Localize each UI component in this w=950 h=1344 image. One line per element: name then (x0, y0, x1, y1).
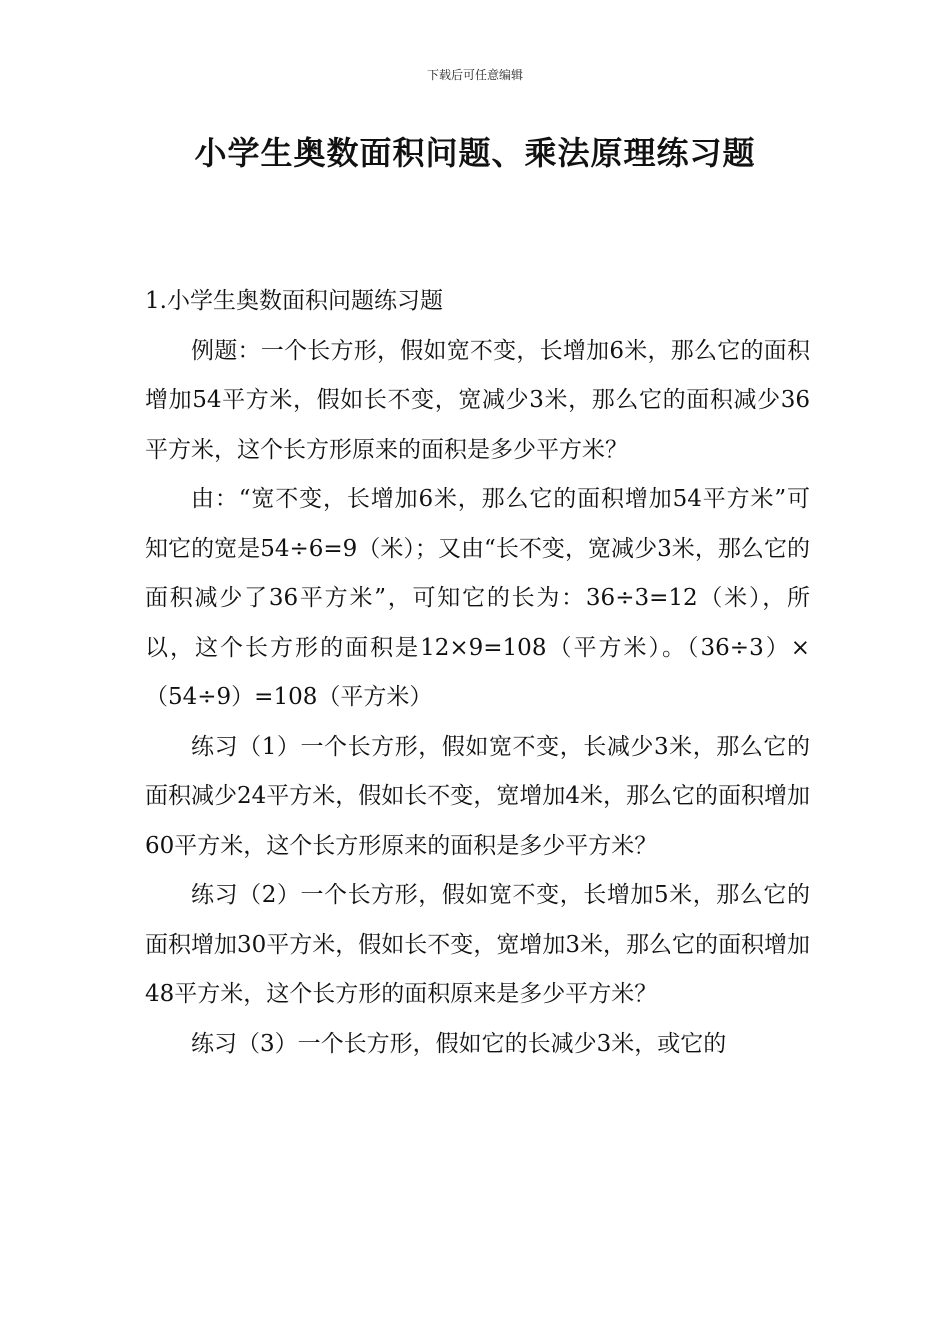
document-title: 小学生奥数面积问题、乘法原理练习题 (194, 134, 756, 172)
example-solution-paragraph: 由：“宽不变，长增加6米，那么它的面积增加54平方米”可知它的宽是54÷6=9（米）；又由“长不变，宽减少3米，那么它的面积减少了36平方米”，可知它的长为：36÷3=12（米），所以，这个长方形的面积是12×9=108（平方米）。（36÷3）×（54÷9）=108（平方米） (145, 486, 810, 710)
exercise-1-paragraph: 练习（1）一个长方形，假如宽不变，长减少3米，那么它的面积减少24平方米，假如长不变，宽增加4米，那么它的面积增加60平方米，这个长方形原来的面积是多少平方米？ (145, 733, 810, 859)
example-problem-paragraph: 例题：一个长方形，假如宽不变，长增加6米，那么它的面积增加54平方米，假如长不变，宽减少3米，那么它的面积减少36平方米，这个长方形原来的面积是多少平方米？ (145, 337, 810, 463)
header-note: 下载后可任意编辑 (426, 68, 523, 82)
document-body (145, 277, 810, 1069)
exercise-3-paragraph: 练习（3）一个长方形，假如它的长减少3米，或它的 (191, 1030, 727, 1057)
exercise-2-paragraph: 练习（2）一个长方形，假如宽不变，长增加5米，那么它的面积增加30平方米，假如长不变，宽增加3米，那么它的面积增加48平方米，这个长方形的面积原来是多少平方米？ (145, 882, 810, 1007)
section-heading: 1.小学生奥数面积问题练习题 (145, 288, 443, 314)
